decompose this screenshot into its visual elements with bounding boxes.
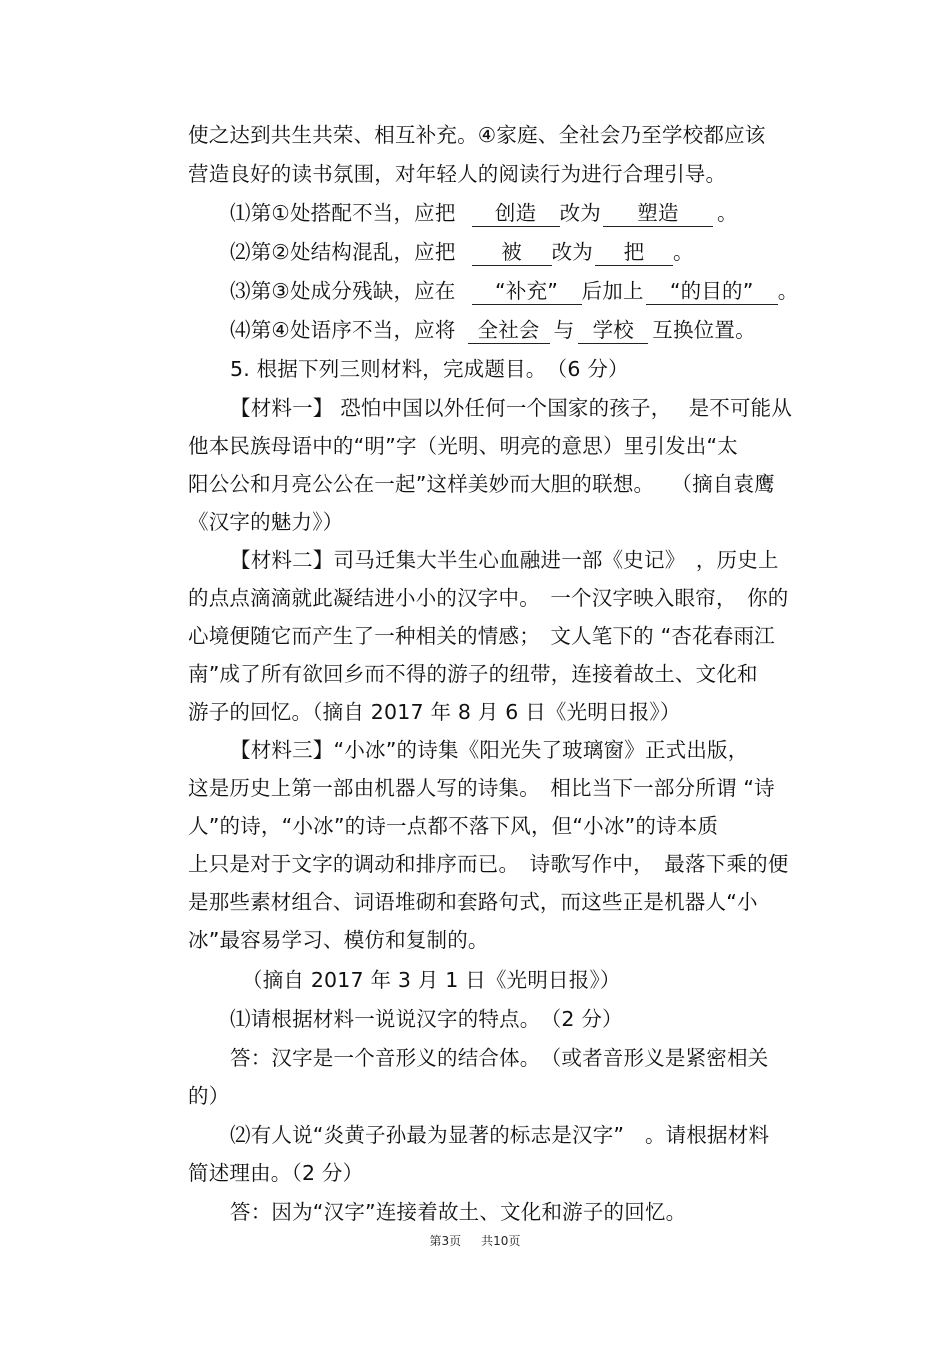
question-3 xyxy=(230,276,798,306)
material-1-line: 阳公公和月亮公公在一起”这样美妙而大胆的联想。 （摘自袁鹰 xyxy=(188,472,775,496)
question-prefix: ⑴第①处搭配不当，应把 xyxy=(230,201,456,225)
material-1-line: 他本民族母语中的“明”字（光明、明亮的意思）里引发出“太 xyxy=(188,434,738,458)
question-connector: 改为 xyxy=(551,240,593,264)
question-ending: 。 xyxy=(672,240,694,264)
text-line: 营造良好的读书氛围，对年轻人的阅读行为进行合理引导。 xyxy=(188,162,727,186)
question-4 xyxy=(230,315,756,345)
answer-blank: 把 xyxy=(595,239,673,266)
answer-blank: 塑造 xyxy=(603,200,713,227)
material-3-line: 冰”最容易学习、模仿和复制的。 xyxy=(188,928,489,952)
question-2 xyxy=(230,237,694,267)
sub-question-2: ⑵有人说“炎黄子孙最为显著的标志是汉字” 。请根据材料 xyxy=(230,1123,770,1147)
answer-blank: “补充” xyxy=(472,278,582,305)
page-number: 第3页 xyxy=(429,1234,462,1248)
material-3-line: 人”的诗，“小冰”的诗一点都不落下风，但“小冰”的诗本质 xyxy=(188,814,719,838)
question-ending: 互换位置。 xyxy=(652,318,756,342)
question-prefix: ⑵第②处结构混乱，应把 xyxy=(230,240,456,264)
material-2-line: 心境便随它而产生了一种相关的情感； 文人笔下的 “杏花春雨江 xyxy=(188,624,775,648)
text-line: 使之达到共生共荣、相互补充。④家庭、全社会乃至学校都应该 xyxy=(188,123,766,147)
question-connector: 改为 xyxy=(559,201,601,225)
answer-blank: 被 xyxy=(472,239,552,266)
sub-question-2: 简述理由。（2 分） xyxy=(188,1161,364,1185)
question-connector: 与 xyxy=(553,318,575,342)
material-3-line: 【材料三】“小冰”的诗集《阳光失了玻璃窗》正式出版， xyxy=(230,738,749,762)
material-3-line: 这是历史上第一部由机器人写的诗集。 相比当下一部分所谓 “诗 xyxy=(188,776,775,800)
page-total: 共10页 xyxy=(481,1234,521,1248)
material-1-line: 【材料一】 恐怕中国以外任何一个国家的孩子， 是不可能从 xyxy=(230,396,793,420)
answer-blank: 全社会 xyxy=(468,317,550,344)
material-2-line: 的点点滴滴就此凝结进小小的汉字中。 一个汉字映入眼帘， 你的 xyxy=(188,586,789,610)
sub-question-1: ⑴请根据材料一说说汉字的特点。 （2 分） xyxy=(230,1007,623,1031)
material-3-source: （摘自 2017 年 3 月 1 日《光明日报》） xyxy=(242,968,621,992)
material-3-line: 上只是对于文字的调动和排序而已。 诗歌写作中， 最落下乘的便 xyxy=(188,852,789,876)
question-5-title: 5. 根据下列三则材料，完成题目。 （6 分） xyxy=(230,357,629,381)
question-connector: 后加上 xyxy=(581,279,644,303)
page-footer xyxy=(0,1233,950,1249)
material-2-line: 南”成了所有欲回乡而不得的游子的纽带，连接着故土、文化和 xyxy=(188,662,758,686)
material-1-line: 《汉字的魅力》） xyxy=(188,510,344,534)
answer-1-line: 答：汉字是一个音形义的结合体。 （或者音形义是紧密相关 xyxy=(230,1046,769,1070)
answer-2-line: 答：因为“汉字”连接着故土、文化和游子的回忆。 xyxy=(230,1200,687,1224)
question-ending: 。 xyxy=(716,201,738,225)
material-2-line: 游子的回忆。（摘自 2017 年 8 月 6 日《光明日报》） xyxy=(188,700,681,724)
question-prefix: ⑷第④处语序不当，应将 xyxy=(230,318,456,342)
answer-blank: “的目的” xyxy=(646,278,778,305)
question-1 xyxy=(230,198,738,228)
answer-blank: 创造 xyxy=(472,200,560,227)
question-prefix: ⑶第③处成分残缺，应在 xyxy=(230,279,456,303)
answer-blank: 学校 xyxy=(578,317,648,344)
material-2-line: 【材料二】司马迁集大半生心血融进一部《史记》 ，历史上 xyxy=(230,548,779,572)
answer-1-line: 的） xyxy=(188,1084,230,1108)
material-3-line: 是那些素材组合、词语堆砌和套路句式，而这些正是机器人“小 xyxy=(188,890,758,914)
question-ending: 。 xyxy=(777,279,799,303)
